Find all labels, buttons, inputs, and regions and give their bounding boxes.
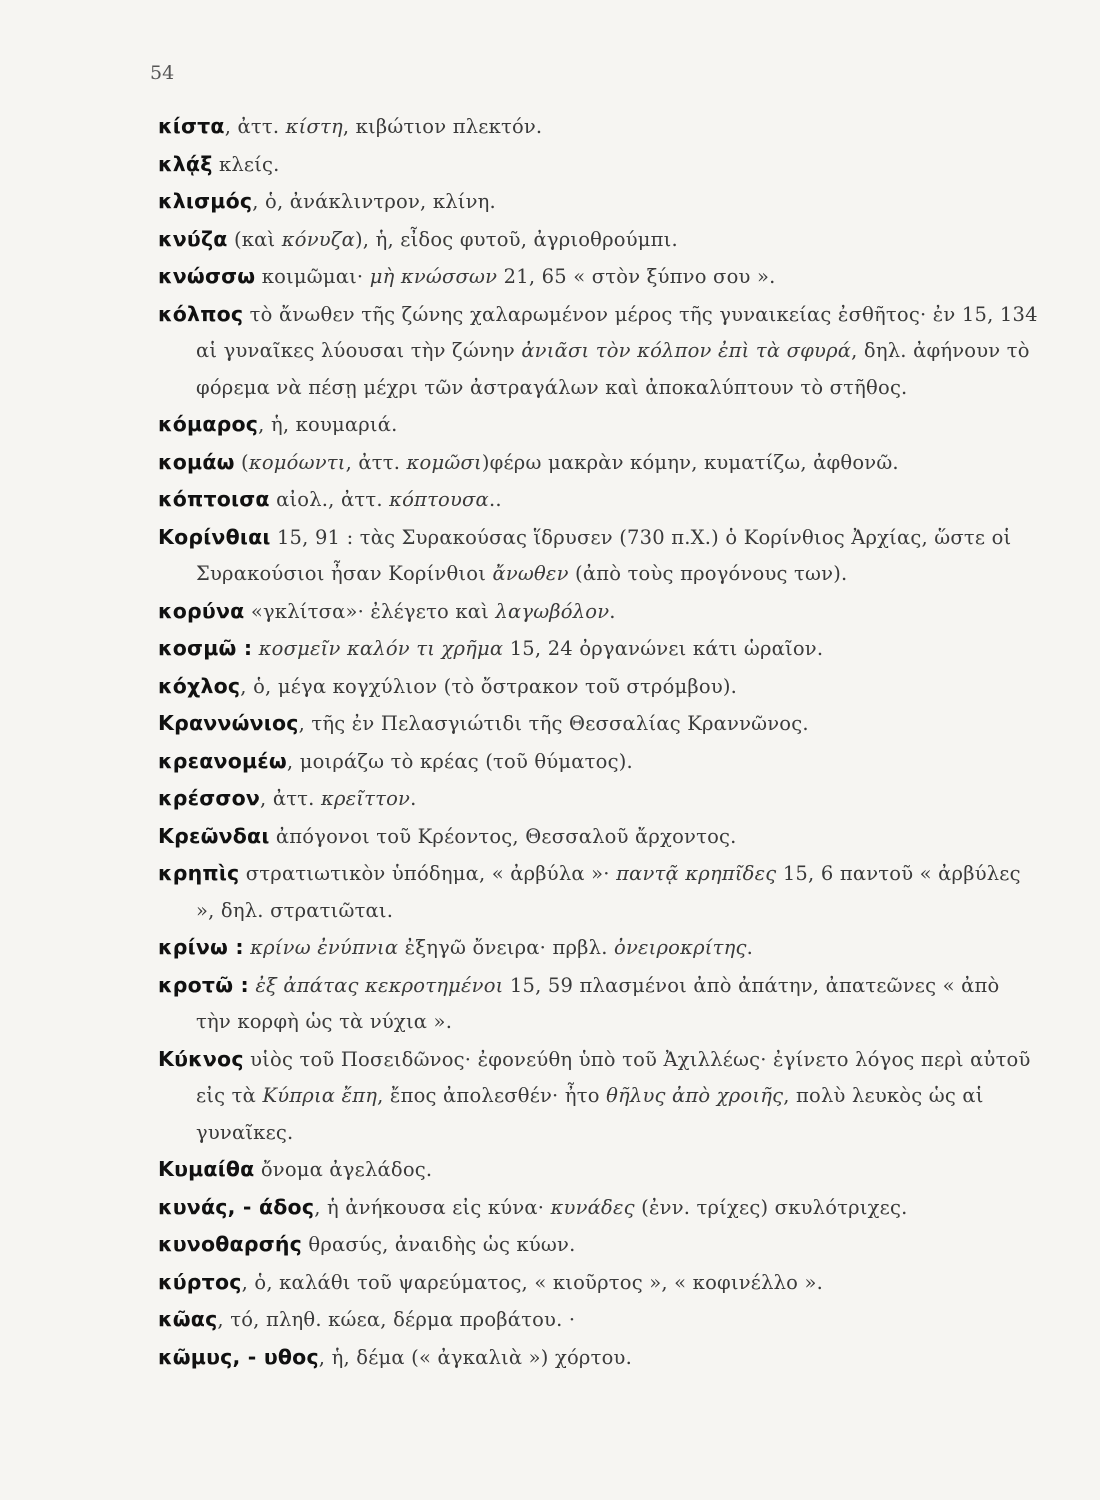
glossary-entry [158,967,1038,1041]
glossary-entry [158,519,1038,593]
entry-text: «γκλίτσα»· ἐλέγετο καὶ [244,599,496,623]
glossary-entry [158,1226,1038,1264]
entry-quote: κόπτουσα [389,488,489,511]
entry-quote: λαγωβόλον [495,599,610,623]
entry-headword: κύρτος [158,1269,242,1294]
entry-text: , ἀττ. [345,450,407,474]
entry-text: 15, 91 : τὰς Συρακούσας ἵδρυσεν (730 π.Χ.) ὁ Κορίνθιος Ἀρχίας, ὥστε οἱ Συρακούσιοι ἦσαν Κορίνθιοι [196,525,1012,585]
glossary-entry [158,296,1038,407]
entry-headword: κυνοθαρσής [158,1232,303,1256]
entry-text: ἀπόγονοι τοῦ Κρέοντος, Θεσσαλοῦ ἄρχοντος. [269,824,737,848]
entry-text: στρατιωτικὸν ὑπόδημα, « ἀρβύλα »· [239,862,617,885]
entry-text: κλείς. [212,152,280,176]
glossary-entry [158,593,1038,631]
entry-text: 21, 65 « στὸν ξύπνο σου ». [497,265,776,288]
glossary-entry [158,780,1038,818]
entry-headword: κόμαρος [158,412,259,436]
entry-headword: κνύζα [158,226,228,251]
entry-headword: Κρεῶνδαι [158,823,270,848]
entry-text: (ἐνν. τρίχες) σκυλότριχες. [634,1195,908,1219]
entry-quote: ἄνωθεν [492,562,569,585]
entry-text: , κιβώτιον πλεκτόν. [342,115,543,138]
entry-headword: κοσμῶ : [158,636,253,660]
entry-quote: Κύπρια ἔπη [262,1084,378,1107]
entry-text: ὄνομα ἀγελάδος. [254,1158,433,1181]
glossary-entry [158,1041,1038,1152]
entry-text: .. [488,488,502,511]
entry-text: , τῆς ἐν Πελασγιώτιδι τῆς Θεσσαλίας Κραννῶνος. [298,712,809,735]
entry-text: , ὁ, μέγα κογχύλιον (τὸ ὄστρακον τοῦ στρόμβου). [240,674,738,698]
glossary-entry [158,1301,1038,1339]
glossary-entry [158,481,1038,519]
entry-headword: κομάω [158,449,235,474]
entry-quote: κόνυζα [281,227,355,251]
glossary-entry [158,743,1038,781]
glossary-entry [158,855,1038,929]
entry-quote: κίστη [285,115,343,138]
entry-text: ), ἡ, εἶδος φυτοῦ, ἀγριοθρούμπι. [354,227,678,251]
entry-quote: ἐξ ἀπάτας κεκροτημένοι [255,973,504,997]
entry-headword: Κραννώνιος [158,711,299,735]
entry-quote: θῆλυς ἀπὸ χροιῆς [606,1084,784,1107]
entry-quote: κομῶσι [406,450,482,474]
glossary-entry [158,818,1038,856]
entry-quote: κυνάδες [550,1195,635,1219]
entry-text: , ἀττ. [260,787,321,810]
entry-text: ( [234,450,249,474]
entry-headword: κλισμός [158,189,253,213]
entry-text: αἰολ., ἀττ. [269,488,390,511]
glossary-entry [158,406,1038,444]
entry-headword: κρηπὶς [158,861,240,885]
entry-text: )φέρω μακρὰν κόμην, κυματίζω, ἀφθονῶ. [481,450,899,474]
entry-text: , ἡ, δέμα (« ἀγκαλιὰ ») χόρτου. [318,1345,632,1369]
entry-text: , τό, πληθ. κώεα, δέρμα προβάτου. · [217,1308,576,1331]
entry-text: ἐξηγῶ ὄνειρα· πρβλ. [398,936,614,959]
entry-text: θρασύς, ἀναιδὴς ὡς κύων. [302,1233,576,1256]
glossary-entry [158,183,1038,221]
entry-text: , μοιράζω τὸ κρέας (τοῦ θύματος). [286,749,633,773]
glossary-entry [158,630,1038,668]
entry-text: . [609,599,616,623]
entry-text: , ἔπος ἀπολεσθέν· ἦτο [377,1084,607,1107]
entry-headword: κορύνα [158,598,245,623]
glossary-entry [158,146,1038,184]
entry-headword: κῶμυς, - υθος [158,1344,319,1369]
entry-text: . [746,936,754,959]
entry-headword: κόπτοισα [158,487,270,511]
entry-text: κοιμῶμαι· [255,265,370,288]
entry-headword: κῶας [158,1307,218,1331]
entry-headword: κνώσσω [158,264,256,288]
glossary-entries [158,108,1038,1376]
glossary-entry [158,705,1038,743]
glossary-entry [158,1339,1038,1377]
entry-text: τὸ ἄνωθεν τῆς ζώνης χαλαρωμένον μέρος τῆς γυναικείας ἐσθῆτος· ἐν 15, 134 αἱ γυναῖκες λύουσαι τὴν ζώνην [196,302,1038,362]
entry-headword: κυνάς, - άδος [158,1194,315,1219]
entry-text: 15, 59 πλασμένοι ἀπὸ ἀπάτην, ἀπατεῶνες « ἀπὸ τὴν κορφὴ ὡς τὰ νύχια ». [196,973,1000,1033]
entry-quote: κρίνω ἐνύπνια [250,936,399,959]
entry-headword: Κυμαίθα [158,1157,255,1181]
entry-text: , ἡ, κουμαριά. [258,413,398,436]
glossary-entry [158,668,1038,706]
entry-text: , ἡ ἀνήκουσα εἰς κύνα· [314,1195,551,1219]
entry-text: . [410,787,417,810]
glossary-entry [158,929,1038,967]
entry-headword: κλᾴξ [158,151,213,176]
entry-headword: Κορίνθιαι [158,524,271,549]
entry-text: (ἀπὸ τοὺς προγόνους των). [568,562,848,585]
entry-quote: κοσμεῖν καλόν τι χρῆμα [258,637,504,660]
entry-text: , ἀττ. [224,115,286,138]
entry-headword: κρεανομέω [158,748,287,773]
entry-quote: παντᾷ κρηπῖδες [616,862,777,885]
entry-text: (καὶ [227,227,282,251]
glossary-entry [158,221,1038,259]
entry-text: , δηλ. ἀφήνουν τὸ φόρεμα νὰ πέσῃ μέχρι τῶν ἀστραγάλων καὶ ἀποκαλύπτουν τὸ στῆθος. [196,339,1030,399]
entry-text: 15, 24 ὀργανώνει κάτι ὡραῖον. [503,637,824,660]
glossary-entry [158,1264,1038,1302]
entry-text: 15, 6 παντοῦ « ἀρβύλες », δηλ. στρατιῶται. [196,862,1021,922]
entry-headword: κόλπος [158,301,244,326]
entry-quote: ὀνειροκρίτης [614,936,747,959]
page-number: 54 [150,62,175,84]
entry-headword: κρέσσον [158,786,261,810]
glossary-entry [158,1151,1038,1189]
entry-quote: κομόωντι [248,450,346,474]
entry-headword: κίστα [158,114,225,138]
entry-quote: μὴ κνώσσων [369,265,498,288]
entry-text: υἱὸς τοῦ Ποσειδῶνος· ἐφονεύθη ὑπὸ τοῦ Ἀχιλλέως· ἐγίνετο λόγος περὶ αὐτοῦ εἰς τὰ [196,1047,1031,1107]
entry-headword: κροτῶ : [158,972,249,997]
entry-text: , πολὺ λευκὸς ὡς αἱ γυναῖκες. [196,1084,984,1144]
entry-headword: κρίνω : [158,935,244,959]
entry-quote: ἀνιᾶσι τὸν κόλπον ἐπὶ τὰ σφυρά [521,339,852,362]
entry-text: , ὁ, ἀνάκλιντρον, κλίνη. [252,190,496,213]
glossary-entry [158,108,1038,146]
entry-text: , ὁ, καλάθι τοῦ ψαρεύματος, « κιοῦρτος », « κοφινέλλο ». [241,1270,824,1294]
entry-quote: κρεῖττον [320,787,411,810]
glossary-entry [158,258,1038,296]
entry-headword: Κύκνος [158,1046,244,1071]
glossary-entry [158,444,1038,482]
entry-headword: κόχλος [158,673,241,698]
glossary-entry [158,1189,1038,1227]
